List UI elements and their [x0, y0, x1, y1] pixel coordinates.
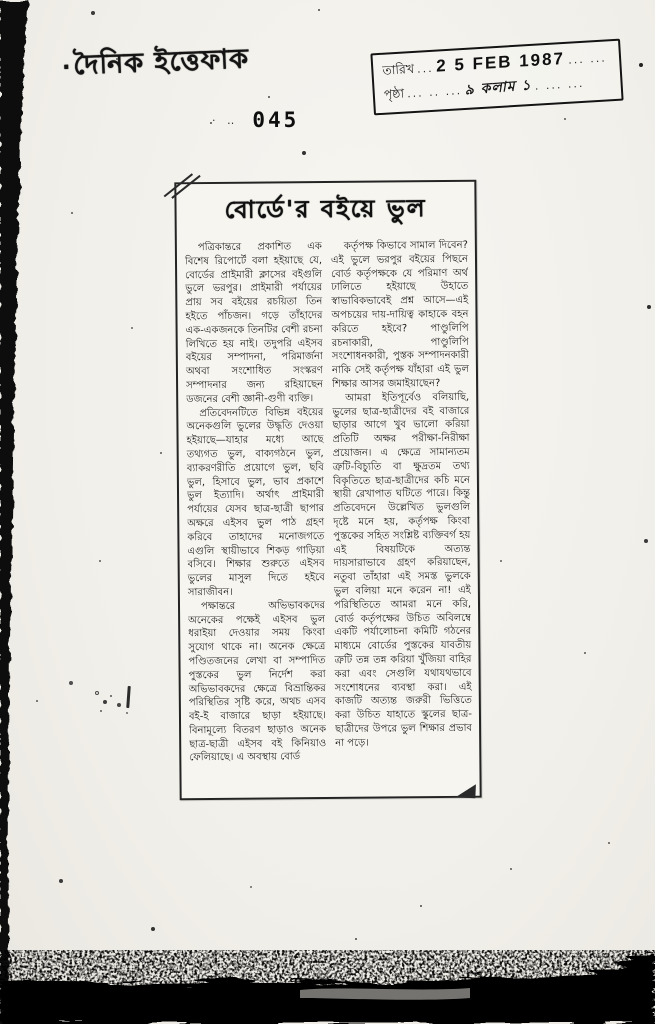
clipping-column-right: [331, 239, 473, 794]
serial-number-row: [212, 108, 299, 132]
paragraph: পক্ষান্তরে অভিভাবকদের অনেকের পক্ষেই এইসব ভুল ধরাইয়া দেওয়ার সময় কিংবা সুযোগ থাকে না। অনেক ক্ষেত্রে পণ্ডিতজনের লেখা বা সম্পাদিত পুস্তকের ভুল নির্দেশ করা অভিভাবকদের ক্ষেত্রে বিভ্রান্তিকর পরিস্থিতির সৃষ্টি করে, অথচ এসব বই-ই বাজারে ছাড়া হইয়াছে। বিনামূল্যে বিতরণ ছাড়াও অনেক ছাত্র-ছাত্রী এইসব বই কিনিয়াও ফেলিয়াছে। এ অবস্থায় বোর্ড: [188, 599, 327, 764]
scan-noise-speckles: [0, 0, 2, 2]
ink-smudge: [96, 684, 136, 714]
scan-bottom-edge: [0, 946, 655, 1024]
stamp-dots: ... ...: [567, 51, 608, 67]
paragraph: কর্তৃপক্ষ কিভাবে সামাল দিবেন? এই ভুলে ভরপুর বইয়ের পিছনে বোর্ড কর্তৃপক্ষকে যে পরিমাণ অর্থ ঢালিতে হইয়াছে উহাতে স্বাভাবিকভাবেই প্রশ্ন আসে—এই অপচয়ের দায়-দায়িত্ব কাহাকে বহন করিতে হইবে? পাণ্ডুলিপি রচনাকারী, পাণ্ডুলিপি সংশোধনকারী, পুস্তক সম্পাদনকারী নাকি সেই কর্তৃপক্ষ যাঁহারা এই ভুল শিক্ষার আসর জমাইয়াছেন?: [330, 239, 470, 390]
masthead-title: দৈনিক ইত্তেফাক: [72, 43, 250, 82]
stamp-dots: ...: [416, 61, 434, 76]
scan-left-edge: [0, 0, 42, 1024]
clipping-column-left: [185, 240, 327, 795]
ink-dots: [96, 692, 98, 694]
stamp-page-value-handwritten: ৯ কলাম ১: [464, 77, 533, 99]
page-serial-number: 045: [252, 108, 300, 132]
news-clipping: [174, 180, 481, 801]
paragraph: পত্রিকান্তরে প্রকাশিত এক বিশেষ রিপোর্টে বলা হইয়াছে যে, বোর্ডের প্রাইমারী ক্লাসের বইগুলি ভুলে ভরপুর। প্রাইমারী পর্যায়ের প্রায় সব বইয়ের রচয়িতা তিন হইতে পাঁচজন। গড়ে তাঁহাদের এক-একজনকে তিনটির বেশী রচনা লিখিতে হয় নাই। তদুপরি এইসব বইয়ের সম্পাদনা, পরিমার্জনা অথবা সংশোধিত সংস্করণ সম্পাদনার জন্য রহিয়াছেন ডজনের বেশী জ্ঞানী-গুণী ব্যক্তি।: [184, 241, 324, 405]
ink-marks: · ‥: [212, 113, 239, 127]
clipping-body: [177, 233, 480, 802]
stamp-page-label: পৃষ্ঠা: [383, 85, 405, 102]
stamp-dots: ... .. ...: [406, 84, 463, 101]
clipping-headline: বোর্ডে'র বইয়ে ভুল: [224, 194, 427, 224]
paragraph: প্রতিবেদনটিতে বিভিন্ন বইয়ের অনেকগুলি ভুলের উদ্ধৃতি দেওয়া হইয়াছে—যাহার মধ্যে আছে তথ্যগত ভুল, বাক্যগঠনে ভুল, ব্যাকরণরীতি প্রয়োগে ভুল, ছবি ভুল, হিসাবে ভুল, ভাব প্রকাশে ভুল ইত্যাদি। অর্থাৎ প্রাইমারী পর্যায়ের যেসব ছাত্র-ছাত্রী ছাপার অক্ষরে এইসব ভুল পাঠ গ্রহণ করিবে তাহাদের মনোজগতে এগুলি স্থায়ীভাবে শিকড় গাড়িয়া বসিবে। শিক্ষার শুরুতে এইসব ভুলের মাসুল দিতে হইবে সারাজীবন।: [186, 406, 325, 599]
ink-stroke: [126, 686, 131, 708]
archive-date-stamp: [370, 39, 623, 116]
clipping-corner-cut-bottomright: [455, 783, 476, 798]
stamp-date-label: তারিখ: [381, 60, 415, 78]
paragraph: আমরা ইতিপূর্বেও বলিয়াছি, ভুলের ছাত্র-ছাত্রীদের বই বাজারে ছাড়ার আগে খুব ভালো করিয়া প্রতিটি অক্ষর পরীক্ষা-নিরীক্ষা প্রয়োজন। এ ক্ষেত্রে সামান্যতম ত্রুটি-বিচ্যুতি বা ক্ষুদ্রতম তথ্য বিকৃতিতে ছাত্র-ছাত্রীদের কচি মনে স্থায়ী রেখাপাত ঘটিতে পারে। কিন্তু প্রতিবেদনে উল্লেখিত ভুলগুলি দৃষ্টে মনে হয়, কর্তৃপক্ষ কিংবা পুস্তকের সহিত সংশ্লিষ্ট ব্যক্তিবর্গ হয় এই বিষয়টিকে অত্যন্ত দায়সারাভাবে গ্রহণ করিয়াছেন, নতুবা তাঁহারা এই সমস্ত ভুলকে ভুল বলিয়া মনে করেন না! এই পরিস্থিতিতে আমরা মনে করি, বোর্ড কর্তৃপক্ষের উচিত অবিলম্বে একটি পর্যালোচনা কমিটি গঠনের মাধ্যমে বোর্ডের পুস্তকের যাবতীয় ত্রুটি তন্ন তন্ন করিয়া খুঁজিয়া বাহির করা এবং সেগুলি যথাযথভাবে সংশোধনের ব্যবস্থা করা। এই কাজটি অত্যন্ত জরুরী ভিত্তিতে করা উচিত যাহাতে স্কুলের ছাত্র-ছাত্রীদের উপরে ভুল শিক্ষার প্রভাব না পড়ে।: [332, 391, 473, 749]
stamp-dots: . ... ...: [534, 76, 585, 93]
ink-dot: ·: [61, 55, 72, 81]
newspaper-masthead: [61, 38, 250, 90]
stamp-date-value: 2 5 FEB 1987: [436, 48, 566, 76]
